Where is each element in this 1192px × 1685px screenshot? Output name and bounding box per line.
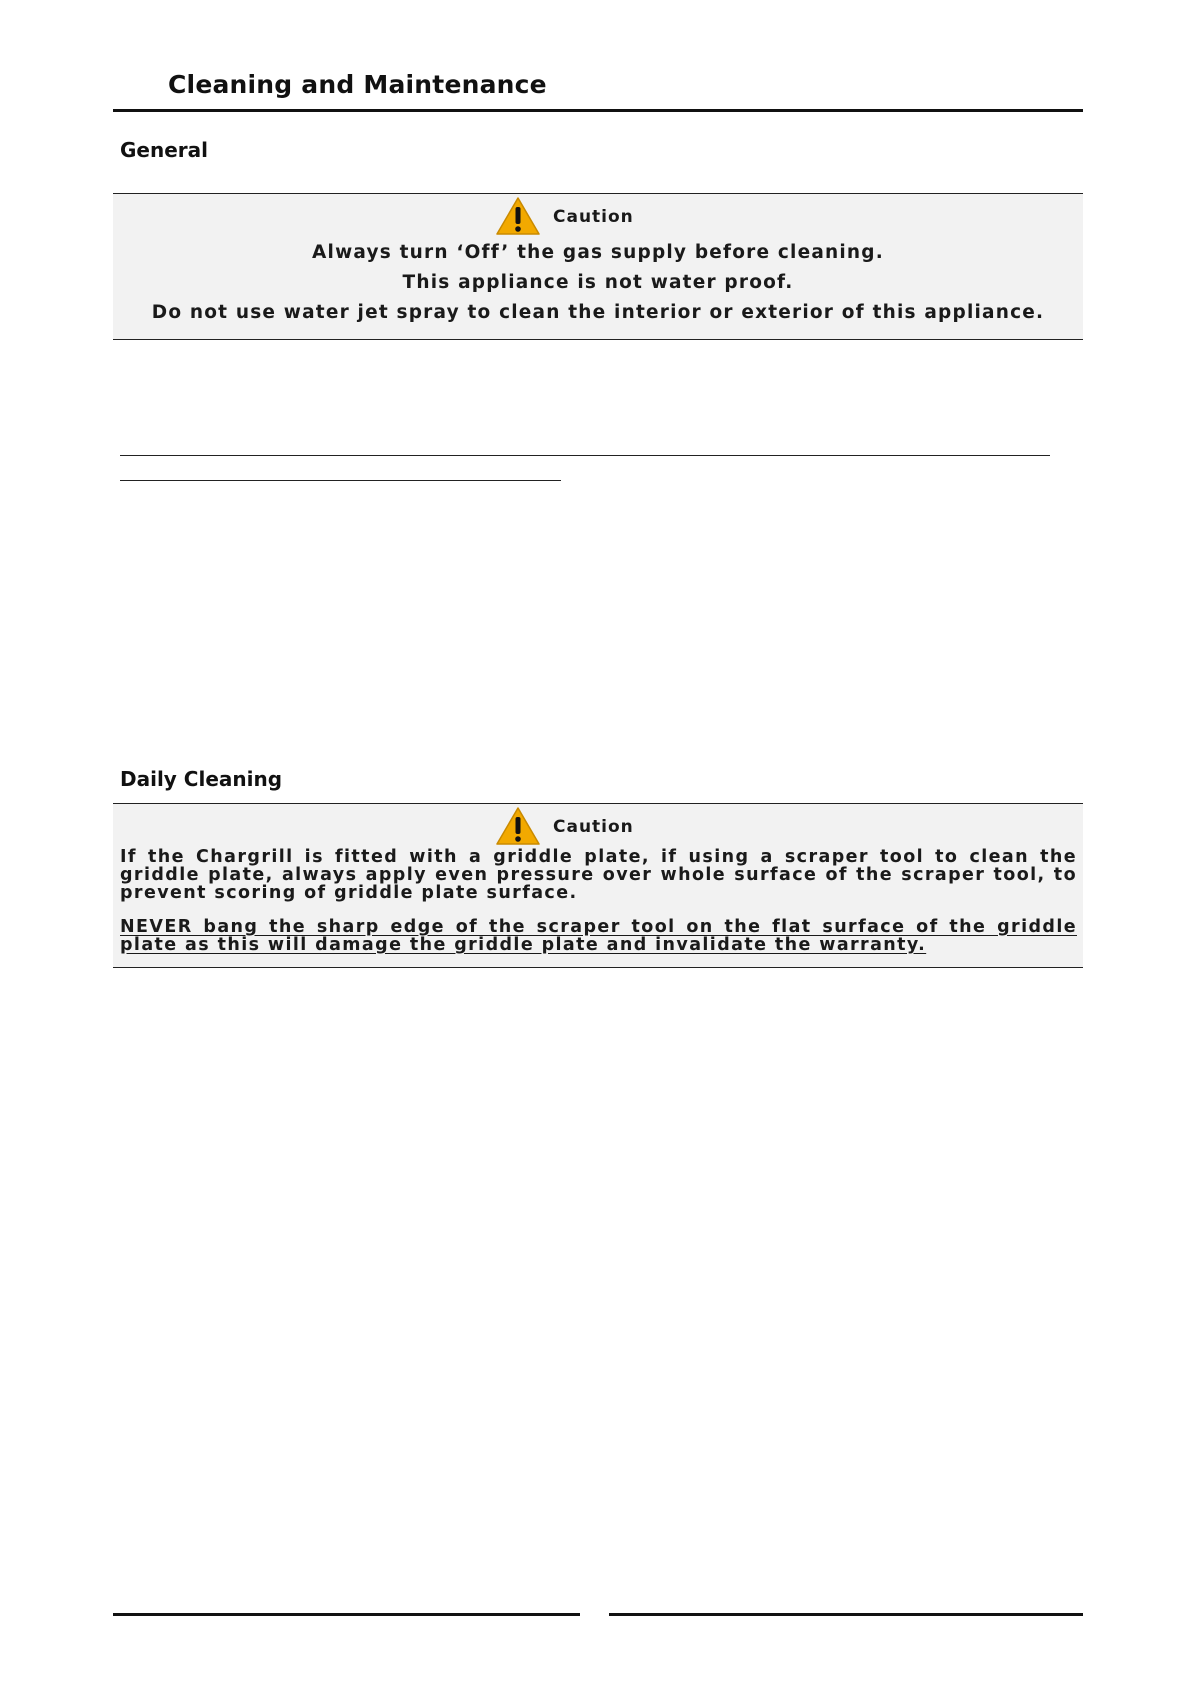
caution-header <box>113 194 1083 238</box>
warning-triangle-icon <box>495 806 541 846</box>
blank-line <box>120 455 1050 456</box>
footer-rule-right <box>609 1613 1083 1616</box>
caution-label: Caution <box>553 817 634 837</box>
section-heading-general: General <box>120 138 208 162</box>
caution-paragraph-never-bang: NEVER bang the sharp edge of the scraper tool on the flat surface of the griddle plate as this will damage the griddle plate and invalidate the warranty. <box>120 917 1077 955</box>
warning-triangle-icon <box>495 196 541 236</box>
section-heading-daily-cleaning: Daily Cleaning <box>120 767 283 791</box>
caution-line-not-water-proof: This appliance is not water proof. <box>402 272 794 293</box>
caution-box-daily-cleaning <box>113 803 1083 968</box>
caution-header <box>113 804 1083 848</box>
page-title: Cleaning and Maintenance <box>168 70 547 99</box>
caution-paragraph-scraper-pressure: If the Chargrill is fitted with a griddle plate, if using a scraper tool to clean the griddle plate, always apply even pressure over whole surface of the scraper tool, to prevent scoring of griddle plate surface. <box>120 847 1077 903</box>
caution-line-gas-off: Always turn ‘Off’ the gas supply before cleaning. <box>312 242 884 263</box>
blank-line <box>120 480 561 481</box>
footer-rule-left <box>113 1613 580 1616</box>
caution-line-no-water-jet: Do not use water jet spray to clean the interior or exterior of this appliance. <box>151 302 1045 323</box>
title-divider <box>113 109 1083 112</box>
caution-label: Caution <box>553 207 634 227</box>
caution-box-general <box>113 193 1083 340</box>
